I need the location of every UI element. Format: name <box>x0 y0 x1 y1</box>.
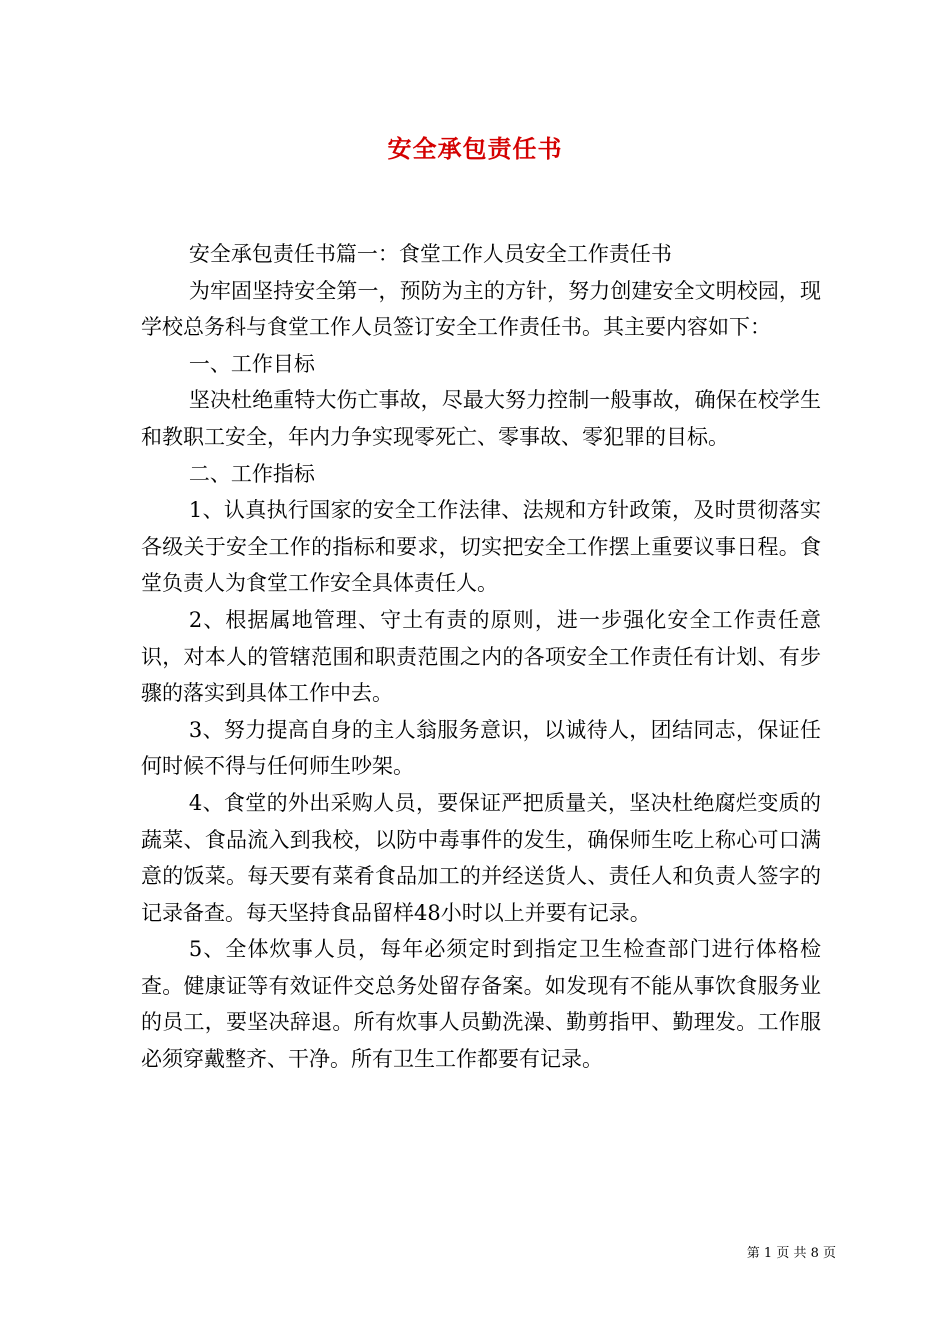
document-title: 安全承包责任书 <box>387 134 563 163</box>
page-number-footer: 第 1 页 共 8 页 <box>746 1246 836 1261</box>
paragraph-item-5: 5、全体炊事人员，每年必须定时到指定卫生检查部门进行体格检查。健康证等有效证件交总务处留存备案。如发现有不能从事饮食服务业的员工，要坚决辞退。所有炊事人员勤洗澡、勤剪指甲、勤理发。工作服必须穿戴整齐、干净。所有卫生工作都要有记录。 <box>141 937 821 1072</box>
section-heading-goals: 一、工作目标 <box>188 351 315 376</box>
paragraph-intro: 为牢固坚持安全第一，预防为主的方针，努力创建安全文明校园，现学校总务科与食堂工作人员签订安全工作责任书。其主要内容如下： <box>141 278 821 340</box>
paragraph-goals: 坚决杜绝重特大伤亡事故，尽最大努力控制一般事故，确保在校学生和教职工安全，年内力争实现零死亡、零事故、零犯罪的目标。 <box>141 388 821 449</box>
document-body <box>141 236 821 1078</box>
paragraph-item-1: 1、认真执行国家的安全工作法律、法规和方针政策，及时贯彻落实各级关于安全工作的指标和要求，切实把安全工作摆上重要议事日程。食堂负责人为食堂工作安全具体责任人。 <box>141 498 821 596</box>
paragraph-item-3: 3、努力提高自身的主人翁服务意识，以诚待人，团结同志，保证任何时候不得与任何师生吵架。 <box>141 717 821 779</box>
paragraph-heading: 安全承包责任书篇一：食堂工作人员安全工作责任书 <box>188 242 672 266</box>
paragraph-item-2: 2、根据属地管理、守土有责的原则，进一步强化安全工作责任意识，对本人的管辖范围和职责范围之内的各项安全工作责任有计划、有步骤的落实到具体工作中去。 <box>141 607 821 706</box>
paragraph-item-4: 4、食堂的外出采购人员，要保证严把质量关，坚决杜绝腐烂变质的蔬菜、食品流入到我校，以防中毒事件的发生，确保师生吃上称心可口满意的饭菜。每天要有菜肴食品加工的并经送货人、责任人和负责人签字的记录备查。每天坚持食品留样48小时以上并要有记录。 <box>141 790 821 925</box>
section-heading-indicators: 二、工作指标 <box>188 461 315 486</box>
